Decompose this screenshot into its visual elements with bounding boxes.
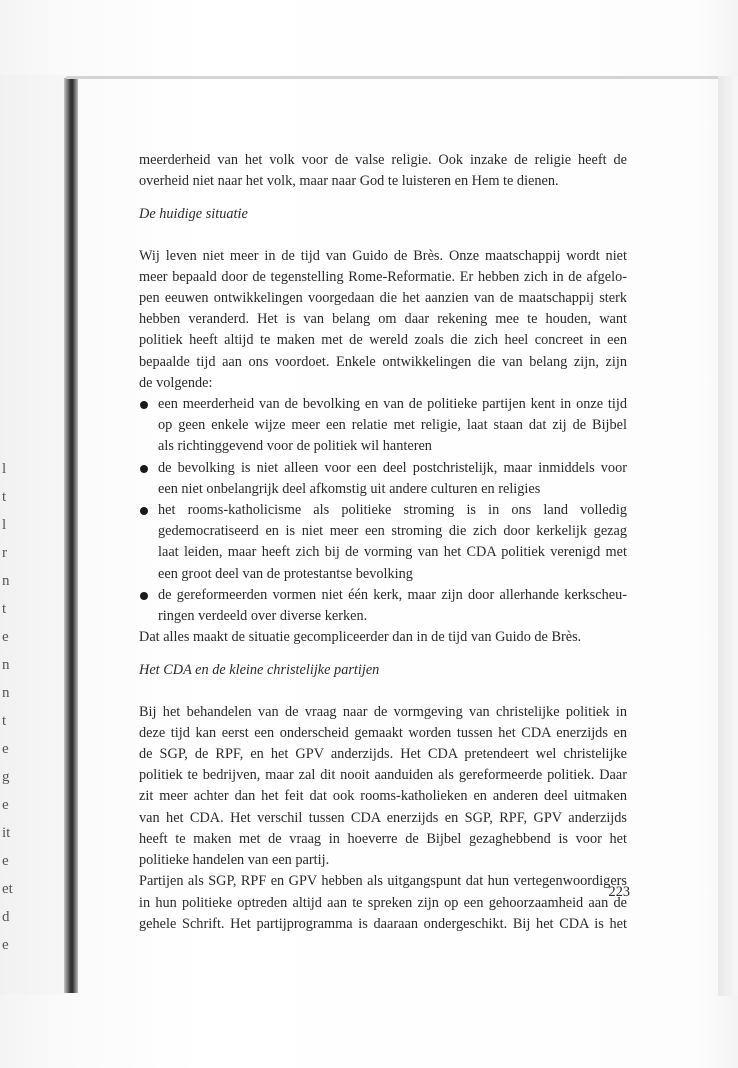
bleed-letter: l: [2, 461, 7, 477]
text-line: Dat alles maakt de situatie gecompliceerder dan in de tijd van Guido de Brès.: [139, 629, 582, 646]
text-line: een groot deel van de protestantse bevolking: [158, 565, 413, 582]
text-line: een niet onbelangrijk deel afkomstig uit andere culturen en religies: [158, 480, 541, 497]
text-line: politiek heeft altijd te maken met de wereld zoals die zich heel concreet in een: [139, 332, 627, 349]
bleed-letter: e: [2, 741, 9, 757]
page-right-edge: [718, 76, 738, 996]
list-item: [139, 394, 627, 458]
list-item: [139, 585, 627, 627]
section-heading: Het CDA en de kleine christelijke partijen: [139, 662, 380, 679]
bleed-letter: e: [2, 629, 9, 645]
text-line: de SGP, de RPF, en het GPV anderzijds. Het CDA pretendeert wel christelijke: [139, 746, 627, 763]
text-line: politiek te bedrijven, maar zal dit nooit aanduiden als gereformeerde politiek. Daar: [139, 767, 627, 784]
facing-page-bleed-text: [2, 455, 14, 959]
paragraph: [139, 871, 627, 935]
text-line: gedemocratiseerd en is niet meer een stroming die zich door kerkelijk gezag: [158, 523, 627, 540]
text-line: politieke handelen van een partij.: [139, 852, 330, 869]
text-line: meerderheid van het volk voor de valse religie. Ook inzake de religie heeft de: [139, 152, 627, 168]
bleed-letter: t: [2, 489, 7, 505]
text-line: de bevolking is niet alleen voor een deel postchristelijk, maar inmiddels voor: [158, 459, 627, 476]
text-line: de volgende:: [139, 374, 213, 391]
paragraph: [139, 150, 627, 192]
paragraph: [139, 627, 627, 648]
text-line: deze tijd kan eerst een onderscheid gemaakt worden tussen het CDA enerzijds en: [139, 724, 627, 741]
paragraph: [139, 246, 627, 394]
text-line: Bij het behandelen van de vraag naar de vormgeving van christelijke politiek in: [139, 703, 627, 720]
text-line: overheid niet naar het volk, maar naar God te luisteren en Hem te dienen.: [139, 173, 559, 190]
text-line: op geen enkele wijze meer een relatie met religie, laat staan dat zij de Bijbel: [158, 417, 627, 434]
text-line: Wij leven niet meer in de tijd van Guido de Brès. Onze maatschappij wordt niet: [139, 247, 627, 264]
text-line: zit meer achter dan het feit dat ook rooms-katholieken en anderen deel uitmaken: [139, 788, 627, 805]
page-number: 223: [608, 884, 630, 900]
text-line: Partijen als SGP, RPF en GPV hebben als uitgangspunt dat hun vertegenwoordigers: [139, 873, 627, 890]
text-line: heeft te maken met de vraag in hoeverre de Bijbel gezaghebbend is voor het: [139, 830, 627, 847]
text-line: gehele Schrift. Het partijprogramma is daaraan ondergeschikt. Bij het CDA is het: [139, 915, 627, 932]
section-heading: De huidige situatie: [139, 206, 248, 223]
bleed-letter: t: [2, 713, 7, 729]
list-item: [139, 500, 627, 585]
text-line: laat leiden, maar heeft zich bij de vorming van het CDA politiek verenigd met: [158, 544, 627, 561]
text-line: een meerderheid van de bevolking en van de politieke partijen kent in onze tijd: [158, 396, 627, 413]
bleed-letter: t: [2, 601, 7, 617]
text-line: hebben veranderd. Het is van belang om daar rekening mee te houden, want: [139, 311, 627, 328]
list-item: [139, 458, 627, 500]
bleed-letter: et: [2, 881, 13, 897]
bleed-letter: l: [2, 517, 7, 533]
bleed-letter: r: [2, 545, 7, 561]
text-line: van het CDA. Het verschil tussen CDA enerzijds en SGP, RPF, GPV anderzijds: [139, 809, 627, 826]
bleed-letter: e: [2, 853, 9, 869]
book-gutter: [64, 78, 78, 993]
page-content: [139, 150, 627, 935]
page-top-edge: [66, 76, 718, 79]
paragraph: [139, 702, 627, 872]
bleed-letter: n: [2, 685, 10, 701]
bleed-letter: e: [2, 797, 9, 813]
bleed-letter: e: [2, 937, 9, 953]
text-line: meer bepaald door de tegenstelling Rome-Reformatie. Er hebben zich in de afgelo-: [139, 268, 627, 285]
bleed-letter: it: [2, 825, 11, 841]
text-line: ringen verdeeld over diverse kerken.: [158, 608, 368, 625]
text-line: pen eeuwen ontwikkelingen voorgedaan die het aanzien van de maatschappij sterk: [139, 290, 627, 307]
bleed-letter: n: [2, 573, 10, 589]
bleed-letter: n: [2, 657, 10, 673]
bullet-list: [139, 394, 627, 627]
text-line: de gereformeerden vormen niet één kerk, maar zijn door allerhande kerkscheu-: [158, 586, 627, 603]
text-line: in hun politieke optreden altijd aan te spreken zijn op een gehoorzaamheid aan de: [139, 894, 627, 911]
text-line: het rooms-katholicisme als politieke stroming is in ons land volledig: [158, 502, 627, 519]
bleed-letter: g: [2, 769, 10, 785]
text-line: als richtinggevend voor de politiek wil hanteren: [158, 438, 432, 455]
text-line: bepaalde tijd aan ons voordoet. Enkele ontwikkelingen die van belang zijn, zijn: [139, 353, 627, 370]
bleed-letter: d: [2, 909, 10, 925]
